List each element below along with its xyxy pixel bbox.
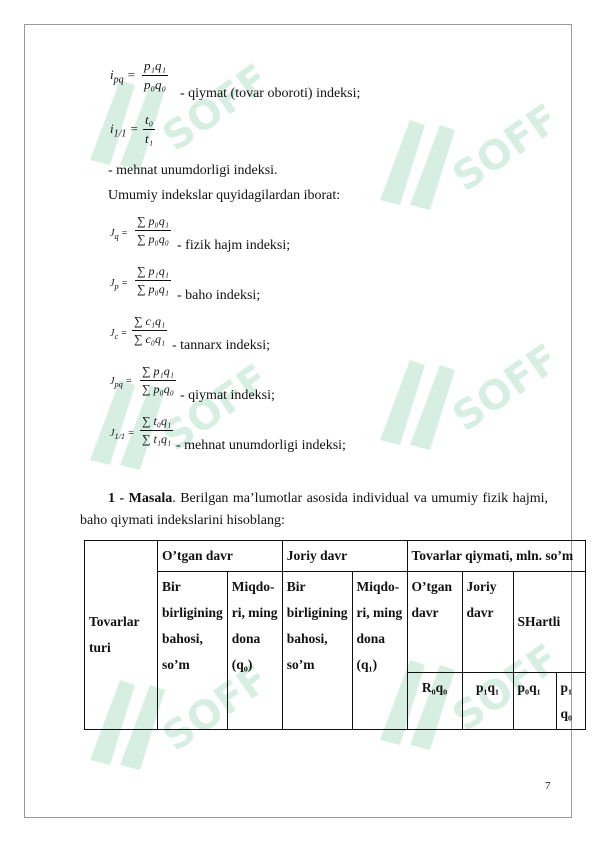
task-paragraph xyxy=(80,488,548,532)
table-head-current: Joriy davr xyxy=(282,541,407,572)
formula-Jq-fraction: $\frac{\text{∑ p₀q₁}}{\text{∑ p₀q₀}}$ xyxy=(137,214,169,246)
watermark-text: SOFF xyxy=(444,640,550,741)
table-cur-period: Joriy davr xyxy=(462,572,513,673)
formula-Jq-lhs: $J_q$ = xyxy=(110,228,128,241)
table-head-value: Tovarlar qiymati, mln. so’m xyxy=(407,541,585,572)
intro-text: Umumiy indekslar quyidagilardan iborat: xyxy=(108,188,341,203)
table-conditional: SHartli xyxy=(513,572,585,673)
watermark-text: SOFF xyxy=(444,100,550,201)
page-number: 7 xyxy=(545,780,551,792)
formula-Jc-desc: - tannarx indeksi; xyxy=(172,338,270,353)
watermark-text: SOFF xyxy=(154,60,260,161)
watermark-text: SOFF xyxy=(154,660,260,761)
formula-Jp-lhs: $J_p$ = xyxy=(110,278,128,291)
table-p0q1: p₀q₁ xyxy=(513,673,556,730)
formula-Jt-fraction: $\frac{\text{∑ t₀q₁}}{\text{∑ t₁q₁}}$ xyxy=(142,414,172,446)
watermark-text: SOFF xyxy=(154,360,260,461)
table-p1q1: p₁q₁ xyxy=(462,673,513,730)
formula-Jp-fraction: $\frac{\text{∑ p₁q₁}}{\text{∑ p₀q₁}}$ xyxy=(137,264,169,296)
formula-Jpq-fraction: $\frac{\text{∑ p₁q₁}}{\text{∑ p₀q₀}}$ xyxy=(142,364,174,396)
formula-Jpq-desc: - qiymat indeksi; xyxy=(180,388,275,403)
table-p1q0: p₁ q₀ xyxy=(556,673,585,730)
table-qty1: Miqdo-ri, ming dona (q₁) xyxy=(352,572,407,730)
formula-Jp-desc: - baho indeksi; xyxy=(177,288,261,303)
task-label: 1 - Masala xyxy=(108,491,173,506)
table-rowhead: Tovarlar turi xyxy=(85,541,158,730)
formula-ipq-desc: - qiymat (tovar oboroti) indeksi; xyxy=(180,86,361,101)
formula-i11-desc: - mehnat unumdorligi indeksi. xyxy=(108,163,278,178)
table-unit-price-current: Bir birligining bahosi, so’m xyxy=(282,572,352,730)
formula-ipq-lhs: $i_{pq}$ = xyxy=(110,67,136,86)
formula-i11-lhs: $i_{1/1}$ = xyxy=(110,121,139,140)
table-past-period: O’tgan davr xyxy=(407,572,462,673)
formula-Jq-desc: - fizik hajm indeksi; xyxy=(177,238,291,253)
formula-Jt-desc: - mehnat unumdorligi indeksi; xyxy=(176,438,346,453)
formula-Jc-fraction: $\frac{\text{∑ c₁q₁}}{\text{∑ c₀q₁}}$ xyxy=(134,314,166,346)
formula-Jc-lhs: $J_c$ = xyxy=(110,328,128,341)
table-r0q0: R₀q₀ xyxy=(407,673,462,730)
formula-i11-fraction: $\frac{\text{t₀}}{\text{t₁}}$ xyxy=(145,112,154,146)
table-head-past: O’tgan davr xyxy=(158,541,283,572)
formula-ipq-fraction: $\frac{\text{p₁q₁}}{\text{p₀q₀}}$ xyxy=(144,58,167,92)
table-unit-price-past: Bir birligining bahosi, so’m xyxy=(158,572,228,730)
data-table xyxy=(84,540,586,730)
formula-Jt-lhs: $J_{1/1}$ = xyxy=(110,428,135,441)
formula-Jpq-lhs: $J_{pq}$ = xyxy=(110,376,133,389)
table-qty0: Miqdo-ri, ming dona (q₀) xyxy=(227,572,282,730)
watermark-text: SOFF xyxy=(444,340,550,441)
task-text: . Berilgan ma’lumotlar asosida individual va umumiy fizik hajmi, baho qiymati indekslarini hisoblang: xyxy=(80,491,548,528)
